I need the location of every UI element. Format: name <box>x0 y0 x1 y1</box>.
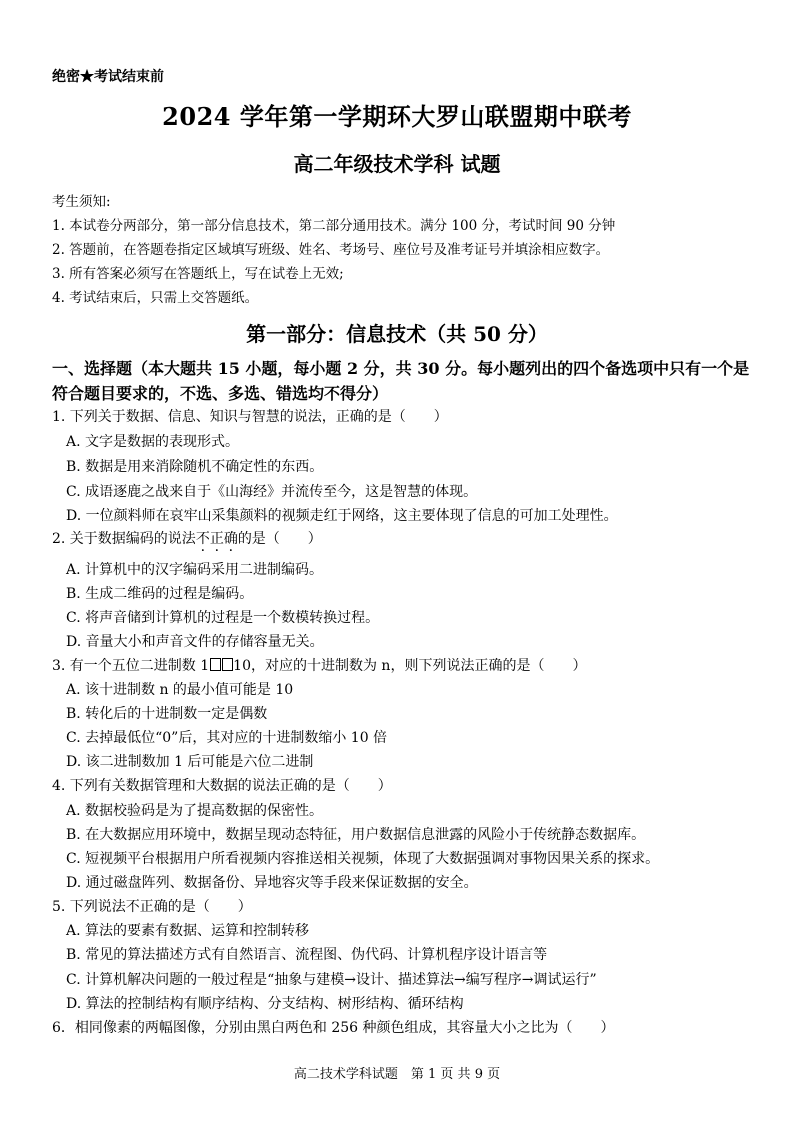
notice-item-3: 3. 所有答案必须写在答题纸上，写在试卷上无效; <box>52 266 344 282</box>
question-2-option-d: D. 音量大小和声音文件的存储容量无关。 <box>66 634 324 650</box>
question-4-option-b: B. 在大数据应用环境中，数据呈现动态特征，用户数据信息泄露的风险小于传统静态数据库。 <box>66 827 646 843</box>
notice-item-1: 1. 本试卷分两部分，第一部分信息技术，第二部分通用技术。满分 100 分，考试时间 90 分钟 <box>52 218 616 234</box>
question-5-option-c: C. 计算机解决问题的一般过程是“抽象与建模→设计、描述算法→编写程序→调试运行” <box>66 972 597 988</box>
emphasis-char: 不 <box>195 531 210 547</box>
question-2-stem-prefix: 2. 关于数据编码的说法 <box>52 531 196 547</box>
question-1-option-c: C. 成语逐鹿之战来自于《山海经》并流传至今，这是智慧的体现。 <box>66 484 478 500</box>
question-1-option-b: B. 数据是用来消除随机不确定性的东西。 <box>66 459 324 475</box>
question-3-stem <box>52 655 586 675</box>
exam-subtitle: 高二年级技术学科 试题 <box>293 152 501 176</box>
question-4-option-a: A. 数据校验码是为了提高数据的保密性。 <box>66 803 324 819</box>
question-4-option-c: C. 短视频平台根据用户所看视频内容推送相关视频，体现了大数据强调对事物因果关系的探求。 <box>66 851 660 867</box>
question-4-option-d: D. 通过磁盘阵列、数据备份、异地容灾等手段来保证数据的安全。 <box>66 875 478 891</box>
notice-item-2: 2. 答题前，在答题卷指定区域填写班级、姓名、考场号、座位号及准考证号并填涂相应数字。 <box>52 242 610 258</box>
blank-box-icon <box>210 658 221 671</box>
question-2-option-c: C. 将声音储到计算机的过程是一个数模转换过程。 <box>66 610 380 626</box>
question-3-stem-prefix: 3. 有一个五位二进制数 1 <box>52 658 210 674</box>
question-3-option-d: D. 该二进制数加 1 后可能是六位二进制 <box>66 754 314 770</box>
confidential-label: 绝密★考试结束前 <box>52 69 164 85</box>
question-2-option-b: B. 生成二维码的过程是编码。 <box>66 586 254 602</box>
question-5-option-b: B. 常见的算法描述方式有自然语言、流程图、伪代码、计算机程序设计语言等 <box>66 947 548 963</box>
section-heading: 一、选择题（本大题共 15 小题，每小题 2 分，共 30 分。每小题列出的四个备选项中只有一个是符合题目要求的，不选、多选、错选均不得分） <box>52 359 750 403</box>
page-footer: 高二技术学科试题 第 1 页 共 9 页 <box>293 1067 501 1082</box>
question-5-option-a: A. 算法的要素有数据、运算和控制转移 <box>66 923 310 939</box>
blank-box-icon <box>222 658 233 671</box>
question-2-option-a: A. 计算机中的汉字编码采用二进制编码。 <box>66 562 324 578</box>
question-5-option-d: D. 算法的控制结构有顺序结构、分支结构、树形结构、循环结构 <box>66 996 464 1012</box>
question-4-stem: 4. 下列有关数据管理和大数据的说法正确的是（ ） <box>52 778 392 794</box>
part-title: 第一部分：信息技术（共 50 分） <box>246 322 548 346</box>
notice-item-4: 4. 考试结束后，只需上交答题纸。 <box>52 290 259 306</box>
notice-heading: 考生须知: <box>52 194 111 210</box>
question-2-stem <box>52 528 322 548</box>
question-3-option-c: C. 去掉最低位“0”后，其对应的十进制数缩小 10 倍 <box>66 730 388 746</box>
question-1-stem: 1. 下列关于数据、信息、知识与智慧的说法，正确的是（ ） <box>52 409 448 425</box>
emphasis-char: 确 <box>223 531 238 547</box>
question-3-stem-suffix: 10，对应的十进制数为 n，则下列说法正确的是（ ） <box>233 658 587 674</box>
question-3-option-a: A. 该十进制数 n 的最小值可能是 10 <box>66 682 294 698</box>
question-6-stem: 6．相同像素的两幅图像，分别由黑白两色和 256 种颜色组成，其容量大小之比为（ ） <box>52 1020 615 1036</box>
question-1-option-d: D. 一位颜料师在哀牢山采集颜料的视频走红于网络，这主要体现了信息的可加工处理性。 <box>66 508 618 524</box>
emphasis-char: 正 <box>209 531 224 547</box>
question-1-option-a: A. 文字是数据的表现形式。 <box>66 434 240 450</box>
exam-title: 2024 学年第一学期环大罗山联盟期中联考 <box>162 102 632 131</box>
question-2-stem-suffix: 的是（ ） <box>237 531 322 547</box>
question-3-option-b: B. 转化后的十进制数一定是偶数 <box>66 706 268 722</box>
question-5-stem: 5. 下列说法不正确的是（ ） <box>52 899 252 915</box>
